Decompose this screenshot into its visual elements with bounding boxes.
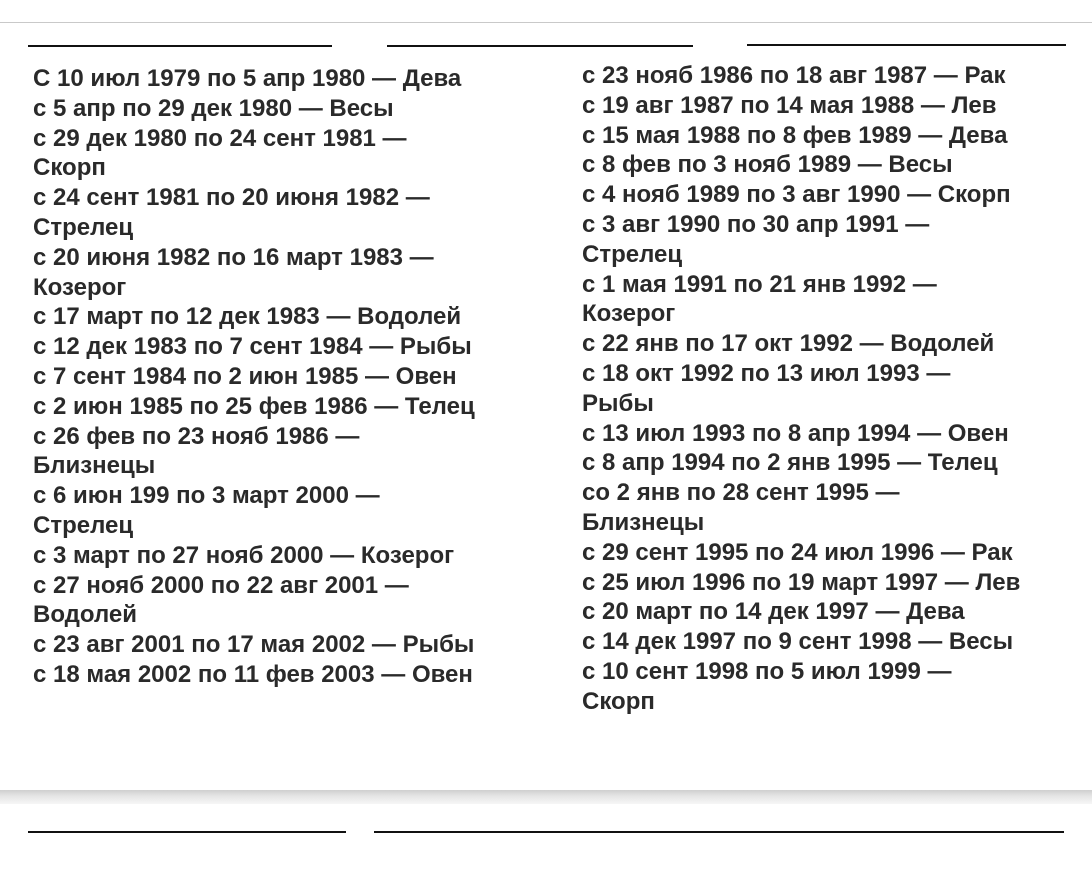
list-line: со 2 янв по 28 сент 1995 — (582, 479, 900, 507)
list-line: Стрелец (33, 213, 134, 241)
bottom-rule-right (374, 831, 1064, 833)
list-line: с 19 авг 1987 по 14 мая 1988 — Лев (582, 91, 997, 119)
left-column-list (33, 64, 475, 690)
right-column-list (582, 61, 1020, 717)
list-line: с 24 сент 1981 по 20 июня 1982 — (33, 184, 430, 212)
list-line: Скорп (582, 687, 655, 715)
list-line: Скорп (33, 154, 106, 182)
list-line: с 13 июл 1993 по 8 апр 1994 — Овен (582, 419, 1009, 447)
list-line: с 26 фев по 23 нояб 1986 — (33, 422, 360, 450)
page-break-shadow (0, 790, 1092, 804)
top-rule-middle (387, 45, 693, 47)
list-line: С 10 июл 1979 по 5 апр 1980 — Дева (33, 65, 462, 92)
list-line: с 20 март по 14 дек 1997 — Дева (582, 598, 965, 626)
list-line: с 14 дек 1997 по 9 сент 1998 — Весы (582, 628, 1014, 656)
list-line: с 4 нояб 1989 по 3 авг 1990 — Скорп (582, 181, 1011, 209)
list-line: с 3 авг 1990 по 30 апр 1991 — (582, 210, 930, 238)
list-line: с 8 фев по 3 нояб 1989 — Весы (582, 151, 953, 179)
list-line: с 17 март по 12 дек 1983 — Водолей (33, 303, 462, 331)
top-rule-left (28, 45, 332, 47)
list-line: с 15 мая 1988 по 8 фев 1989 — Дева (582, 121, 1008, 149)
list-line: с 29 дек 1980 по 24 сент 1981 — (33, 124, 407, 152)
list-line: с 6 июн 199 по 3 март 2000 — (33, 482, 380, 510)
list-line: Водолей (33, 601, 138, 629)
list-line: Близнецы (582, 508, 705, 536)
list-line: Стрелец (33, 511, 134, 539)
list-line: с 7 сент 1984 по 2 июн 1985 — Овен (33, 362, 457, 390)
list-line: с 10 сент 1998 по 5 июл 1999 — (582, 657, 952, 685)
list-line: с 12 дек 1983 по 7 сент 1984 — Рыбы (33, 333, 472, 361)
list-line: Рыбы (582, 389, 654, 417)
list-line: с 22 янв по 17 окт 1992 — Водолей (582, 330, 995, 358)
list-line: с 2 июн 1985 по 25 фев 1986 — Телец (33, 392, 475, 420)
list-line: Козерог (33, 273, 127, 301)
list-line: с 5 апр по 29 дек 1980 — Весы (33, 94, 394, 122)
list-line: с 18 мая 2002 по 11 фев 2003 — Овен (33, 660, 473, 688)
list-line: с 3 март по 27 нояб 2000 — Козерог (33, 541, 455, 569)
list-line: с 1 мая 1991 по 21 янв 1992 — (582, 270, 937, 298)
list-line: с 18 окт 1992 по 13 июл 1993 — (582, 359, 951, 387)
list-line: с 23 нояб 1986 по 18 авг 1987 — Рак (582, 62, 1006, 89)
list-line: Козерог (582, 300, 676, 328)
list-line: Близнецы (33, 452, 156, 480)
list-line: с 25 июл 1996 по 19 март 1997 — Лев (582, 568, 1021, 596)
top-page-edge (0, 0, 1092, 23)
top-rule-right (747, 44, 1066, 46)
list-line: с 23 авг 2001 по 17 мая 2002 — Рыбы (33, 631, 475, 659)
list-line: Стрелец (582, 240, 683, 268)
bottom-rule-left (28, 831, 346, 833)
list-line: с 29 сент 1995 по 24 июл 1996 — Рак (582, 538, 1013, 566)
list-line: с 8 апр 1994 по 2 янв 1995 — Телец (582, 449, 998, 477)
list-line: с 20 июня 1982 по 16 март 1983 — (33, 243, 434, 271)
list-line: с 27 нояб 2000 по 22 авг 2001 — (33, 571, 409, 599)
